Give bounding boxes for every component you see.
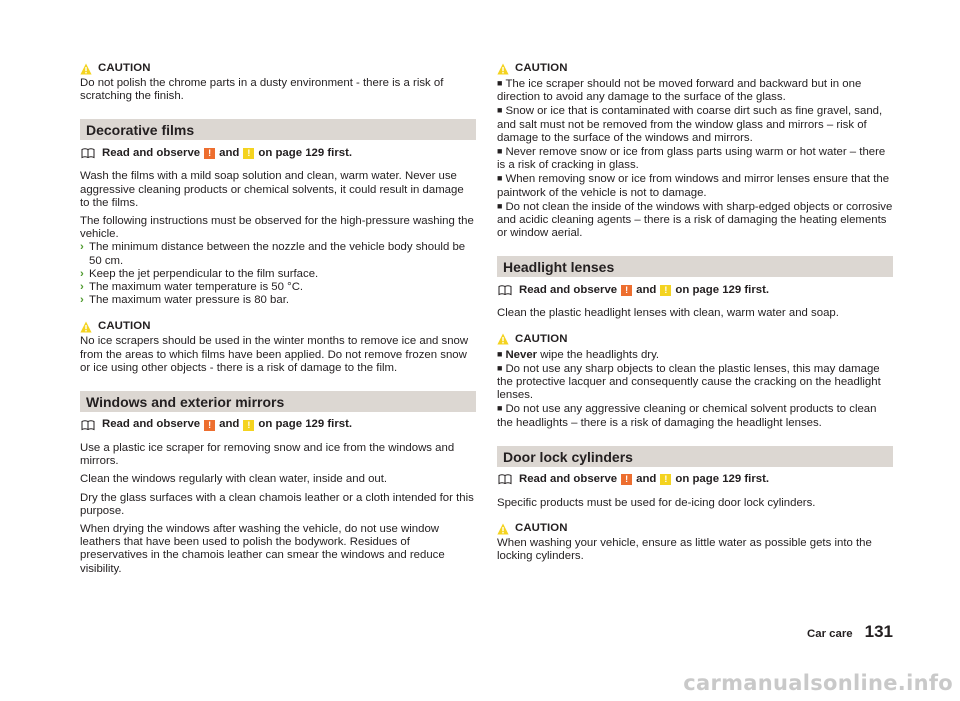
list-item: ■ The ice scraper should not be moved forward and backward but in one direction to avoid any damage to the surface of the glass. (497, 78, 862, 104)
paragraph: Clean the plastic headlight lenses with clean, warm water and soap. (497, 307, 839, 320)
read-and: and (219, 146, 240, 159)
read-and: and (636, 283, 657, 296)
yellow-caution-box-icon[interactable] (243, 420, 254, 431)
read-and-observe-line (80, 146, 476, 160)
square-bullet-icon: ■ (497, 348, 503, 359)
warning-triangle-icon (497, 333, 509, 345)
list-item: › The maximum water temperature is 50 °C. (80, 281, 304, 294)
right-column (497, 61, 893, 563)
square-bullet-icon: ■ (497, 200, 503, 211)
chevron-right-icon: › (80, 241, 84, 254)
chevron-right-icon: › (80, 281, 84, 294)
red-warning-box-icon[interactable] (621, 474, 632, 485)
book-icon (81, 420, 95, 431)
left-column (80, 61, 476, 581)
caution-heading (80, 61, 476, 76)
caution-text: No ice scrapers should be used in the winter months to remove ice and snow from the areas to which films have been applied. Do not remove frozen snow or ice using other objects - there is a risk of damage to the film. (80, 335, 469, 374)
caution-label: CAUTION (515, 332, 568, 345)
paragraph: The following instructions must be observed for the high-pressure washing the vehicle. (80, 215, 474, 241)
caution-label: CAUTION (98, 320, 151, 333)
red-warning-box-icon[interactable] (204, 148, 215, 159)
list-item: ■ Do not clean the inside of the windows with sharp-edged objects or corrosive and acidic cleaning agents – there is a risk of damaging the heating elements or window aerial. (497, 200, 893, 240)
caution-block (497, 61, 893, 240)
caution-text: Do not polish the chrome parts in a dusty environment - there is a risk of scratching the finish. (80, 77, 444, 103)
list-item: ■ When removing snow or ice from windows and mirror lenses ensure that the paintwork of the vehicle is not to damage. (497, 173, 890, 199)
caution-label: CAUTION (515, 521, 568, 534)
square-bullet-icon: ■ (497, 173, 503, 184)
read-and-observe-line (497, 473, 893, 487)
warning-triangle-icon (497, 523, 509, 535)
read-prefix: Read and observe (519, 473, 618, 486)
list-item: ■ Snow or ice that is contaminated with coarse dirt such as fine gravel, sand, and salt must not be removed from the window glass and mirrors – risk of damage to the surface of the windows and mirrors. (497, 105, 883, 144)
square-bullet-icon: ■ (497, 78, 503, 88)
section-title: Windows and exterior mirrors (80, 391, 476, 412)
caution-label: CAUTION (515, 61, 568, 74)
list-item: ■ Never wipe the headlights dry. (497, 348, 660, 361)
caution-block (497, 332, 893, 430)
book-icon (498, 474, 512, 485)
warning-triangle-icon (80, 63, 92, 75)
paragraph: Clean the windows regularly with clean water, inside and out. (80, 473, 388, 486)
paragraph: Wash the films with a mild soap solution and clean, warm water. Never use aggressive cleaning products or chemical solvents, it could result in damage to the films. (80, 170, 464, 209)
paragraph: Dry the glass surfaces with a clean chamois leather or a cloth intended for this purpose. (80, 491, 474, 517)
section-title: Door lock cylinders (497, 446, 893, 467)
caution-block (497, 521, 893, 563)
section-title: Decorative films (80, 119, 476, 140)
list-item: ■ Do not use any aggressive cleaning or chemical solvent products to clean the headlights – there is a risk of damaging the headlight lenses. (497, 403, 877, 429)
read-suffix: on page 129 first. (675, 473, 770, 486)
caution-heading (80, 319, 476, 334)
caution-block (80, 61, 476, 103)
paragraph: When drying the windows after washing the vehicle, do not use window leathers that have been used to polish the bodywork. Residues of preservatives in the chamois leather can smear the windows and reduce visibility. (80, 523, 445, 575)
square-bullet-icon: ■ (497, 362, 503, 373)
yellow-caution-box-icon[interactable] (243, 148, 254, 159)
read-prefix: Read and observe (102, 418, 201, 431)
red-warning-box-icon[interactable] (204, 420, 215, 431)
page-footer (807, 622, 893, 641)
yellow-caution-box-icon[interactable] (660, 474, 671, 485)
read-suffix: on page 129 first. (258, 146, 353, 159)
paragraph: Use a plastic ice scraper for removing snow and ice from the windows and mirrors. (80, 442, 455, 468)
read-and: and (219, 418, 240, 431)
chevron-right-icon: › (80, 267, 84, 280)
book-icon (81, 148, 95, 159)
read-and-observe-line (497, 283, 893, 297)
read-prefix: Read and observe (102, 146, 201, 159)
watermark: carmanualsonline.info (683, 671, 953, 695)
caution-heading (497, 521, 893, 536)
caution-heading (497, 332, 893, 347)
caution-block (80, 319, 476, 375)
read-suffix: on page 129 first. (675, 283, 770, 296)
caution-label: CAUTION (98, 61, 151, 74)
book-icon (498, 285, 512, 296)
list-item: › Keep the jet perpendicular to the film surface. (80, 267, 319, 280)
square-bullet-icon: ■ (497, 403, 503, 414)
page-number: 131 (864, 622, 893, 641)
list-item: › The maximum water pressure is 80 bar. (80, 294, 290, 307)
chapter-label: Car care (807, 628, 853, 640)
bullet-list (80, 241, 476, 307)
warning-triangle-icon (80, 321, 92, 333)
read-suffix: on page 129 first. (258, 418, 353, 431)
square-bullet-icon: ■ (497, 105, 503, 116)
square-bullet-icon: ■ (497, 146, 503, 157)
read-prefix: Read and observe (519, 283, 618, 296)
list-item: › The minimum distance between the nozzle and the vehicle body should be 50 cm. (80, 241, 466, 267)
caution-text: When washing your vehicle, ensure as little water as possible gets into the locking cylinders. (497, 537, 872, 563)
caution-heading (497, 61, 893, 76)
warning-triangle-icon (497, 63, 509, 75)
read-and-observe-line (80, 418, 476, 432)
chevron-right-icon: › (80, 294, 84, 307)
list-item: ■ Never remove snow or ice from glass parts using warm or hot water – there is a risk of cracking in glass. (497, 146, 886, 172)
red-warning-box-icon[interactable] (621, 285, 632, 296)
paragraph: Specific products must be used for de-icing door lock cylinders. (497, 496, 816, 509)
section-title: Headlight lenses (497, 256, 893, 277)
yellow-caution-box-icon[interactable] (660, 285, 671, 296)
list-item: ■ Do not use any sharp objects to clean the plastic lenses, this may damage the protective lacquer and consequently cause the cracking on the headlight lenses. (497, 362, 881, 402)
read-and: and (636, 473, 657, 486)
